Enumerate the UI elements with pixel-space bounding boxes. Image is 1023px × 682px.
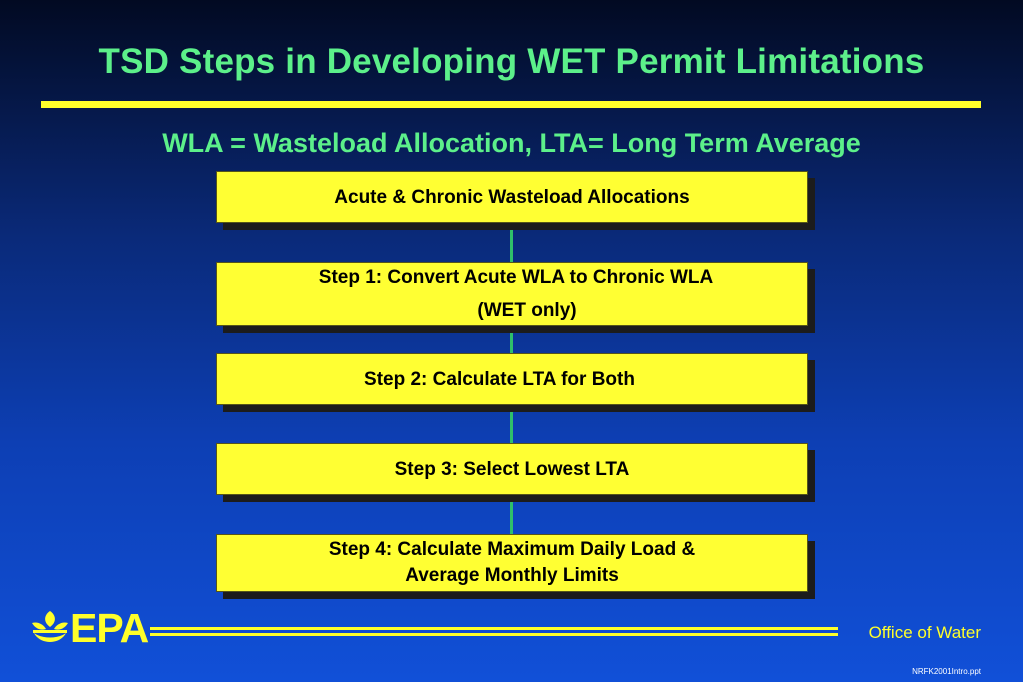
box-text: (WET only) (477, 300, 577, 321)
connector-line (510, 325, 513, 353)
box-step-1 (216, 262, 808, 326)
box-step-4 (216, 534, 808, 592)
file-reference: NRFK2001Intro.ppt (912, 667, 981, 676)
box-text: Step 2: Calculate LTA for Both (364, 368, 635, 390)
epa-flower-icon (30, 609, 70, 647)
office-label: Office of Water (868, 623, 981, 642)
box-text: Average Monthly Limits (405, 565, 619, 586)
footer-double-rule (150, 627, 838, 637)
epa-logo (30, 605, 149, 651)
connector-line (510, 403, 513, 443)
box-text: Step 1: Convert Acute WLA to Chronic WLA (318, 267, 714, 288)
box-wasteload-allocations (216, 171, 808, 223)
box-step-3 (216, 443, 808, 495)
box-step-2 (216, 353, 808, 405)
box-text: Step 3: Select Lowest LTA (394, 458, 630, 480)
epa-logo-text: EPA (70, 605, 149, 651)
slide-subtitle: WLA = Wasteload Allocation, LTA= Long Term Average (162, 128, 861, 158)
box-text: Step 4: Calculate Maximum Daily Load & (328, 539, 696, 560)
box-text: Acute & Chronic Wasteload Allocations (334, 186, 690, 208)
connector-line (510, 222, 513, 262)
connector-line (510, 494, 513, 534)
title-underline (41, 101, 981, 108)
slide-title: TSD Steps in Developing WET Permit Limitations (98, 42, 925, 81)
